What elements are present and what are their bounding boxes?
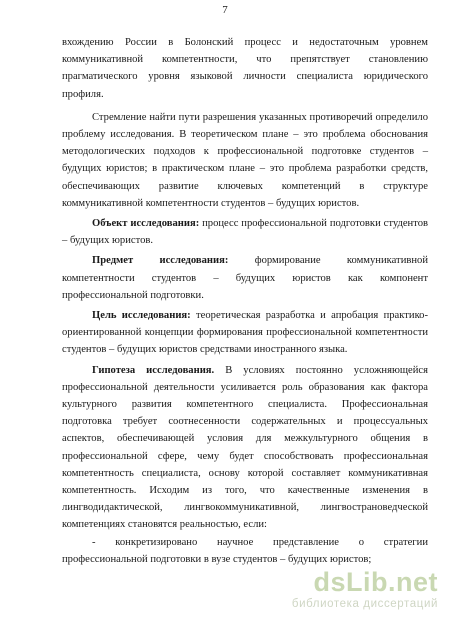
dslib-watermark [248, 567, 438, 613]
page-number: 7 [222, 4, 228, 16]
goal-text: теоретическая разработка и апробация практико-ориентированной концепции формирования профессиональной компетентности студентов – будущих юристов средствами иностранного языка. [62, 310, 429, 356]
hypothesis-text: В условиях постоянно усложняющейся профессиональной деятельности усиливается роль образования как фактора культурного развития компетентного специалиста. Профессиональная подготовка требует соотнесенности содержательных и процессуальных аспектов, обеспечивающей условия для межкультурного общения в профессиональной сфере, чему будет способствовать профессиональная компетентность специалиста, основу которой составляет коммуникативная компетентность. Исходим из того, что качественные изменения в лингводидактической, лингвокоммуникативной, лингвострановедческой компетенциях становятся реальностью, если: [62, 364, 428, 531]
watermark-tagline: библиотека диссертаций [291, 598, 438, 610]
hypothesis-label: Гипотеза исследования. [92, 364, 215, 376]
subject-text: формирование коммуникативной компетентности студентов – будущих юристов как компонент профессиональной подготовки. [62, 255, 428, 301]
watermark-brand: dsLib.net [313, 567, 438, 597]
paragraph-subject [62, 252, 428, 304]
document-body [62, 34, 428, 568]
paragraph-list-item: - конкретизировано научное представление о стратегии профессиональной подготовки в вузе студентов – будущих юристов; [62, 536, 428, 565]
paragraph-intro: вхождению России в Болонский процесс и недостаточным уровнем коммуникативной компетентности, что препятствует становлению прагматического уровня языковой личности специалиста юридического профиля. [62, 37, 428, 100]
object-text: процесс профессиональной подготовки студентов – будущих юристов. [62, 218, 429, 247]
paragraph-object [62, 215, 428, 249]
paragraph-problem: Стремление найти пути разрешения указанных противоречий определило проблему исследования. В теоретическом плане – это проблема обоснования методологических подходов к профессиональной подготовке студентов – будущих юристов; в практическом плане – это проблема разработки средств, обеспечивающих развитие ключевых компетенций в структуре коммуникативной компетентности студентов – будущих юристов. [62, 111, 428, 209]
paragraph-hypothesis [62, 362, 428, 534]
goal-label: Цель исследования: [92, 310, 191, 322]
object-label: Объект исследования: [92, 218, 200, 230]
subject-label: Предмет исследования: [92, 255, 229, 267]
paragraph-goal [62, 307, 428, 359]
